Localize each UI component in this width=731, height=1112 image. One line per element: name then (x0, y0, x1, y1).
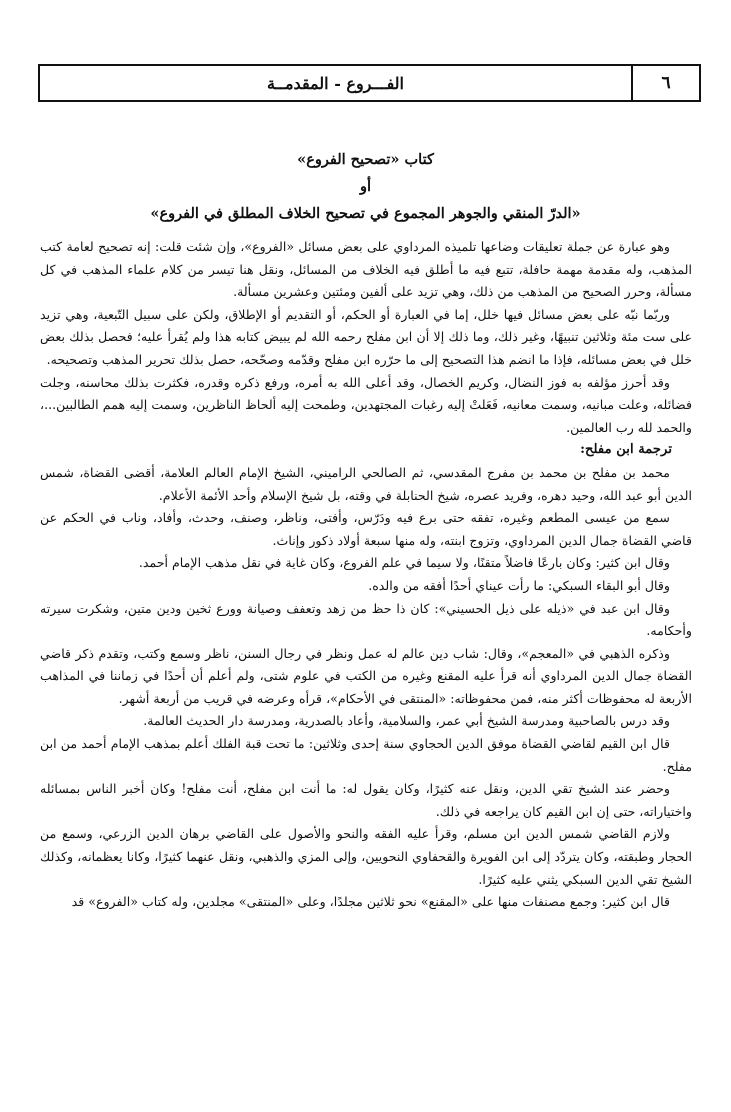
biography-paragraph: وقال أبو البقاء السبكي: ما رأت عيناي أحدًا أفقه من والده. (368, 577, 670, 593)
biography-paragraph: وقد درس بالصاحبية ومدرسة الشيخ أبي عمر، والسلامية، وأعاد بالصدرية، ومدرسة دار الحديث العالمة. (143, 713, 670, 729)
biography-paragraph: وذكره الذهبي في «المعجم»، وقال: شاب دين عالم له عمل ونظر في رجال السنن، ناظر وسمع وكتب، وتقدم ذكر قاضي القضاة جمال الدين المرداوي أنه قرأ عليه المقنع وغيره من الكتب في علوم شتى، ولم أعلم أن أحدًا في زماننا في المذاهب الأربعة له محفوظات أكثر منه، فمن محفوظاته: «المنتقى في الأحكام»، قرأه وعرضه في قريب من أربعة أشهر. (40, 645, 692, 706)
biography-paragraph: ولازم القاضي شمس الدين ابن مسلم، وقرأ عليه الفقه والنحو والأصول على القاضي برهان الدين الزرعي، وسمع من الحجار وطبقته، وكان يتردّد إلى ابن الفويرة والقحفاوي النحويين، وإلى المزي والذهبي، ونقل عنهما كثيرًا، وكانا يعظمانه، وكذلك الشيخ تقي الدين السبكي يثني عليه كثيرًا. (40, 826, 693, 887)
section-title-block (40, 146, 691, 227)
body-text (40, 236, 692, 914)
biography-heading: ترجمة ابن مفلح: (580, 442, 672, 458)
biography-paragraph: محمد بن مفلح بن محمد بن مفرج المقدسي، ثم الصالحي الراميني، الشيخ الإمام العالم العلامة، أقضى القضاة، شمس الدين أبو عبد الله، وحيد دهره، وفريد عصره، شيخ الحنابلة في وقته، بل شيخ الإسلام وأحد الأئمة الأعلام. (40, 464, 692, 503)
page-number: ٦ (631, 66, 699, 100)
biography-paragraph: وحضر عند الشيخ تقي الدين، ونقل عنه كثيرًا، وكان يقول له: ما أنت ابن مفلح، أنت مفلح! وكان أخبر الناس بمسائله واختياراته، حتى إن ابن القيم كان يراجعه في ذلك. (40, 781, 692, 819)
running-title: الفـــروع - المقدمــة (267, 73, 404, 93)
biography-paragraph: قال ابن كثير: وجمع مصنفات منها على «المقنع» نحو ثلاثين مجلدًا، وعلى «المنتقى» مجلدين، وله كتاب «الفروع» قد (71, 894, 670, 910)
biography-paragraph: وقال ابن عبد في «ذيله على ذيل الحسيني»: كان ذا حظ من زهد وتعفف وصيانة وورع ثخين ودين متين، وشكرت سيرته وأحكامه. (40, 600, 692, 639)
section-title-line-2: أو (359, 178, 372, 195)
running-header (38, 64, 701, 102)
section-title-line-3: «الدرّ المنقي والجوهر المجموع في تصحيح الخلاف المطلق في الفروع» (150, 205, 581, 222)
paragraph: وقد أحرز مؤلفه به فوز النضال، وكريم الخصال، وقد أعلى الله به أمره، ورفع ذكره وقدره، فكثرت بذلك محاسنه، وجلت فضائله، وعلت مبانيه، وسمت معانيه، فَعَلتْ إليه رغبات المجتهدين، وطمحت إليه ألحاظ الناظرين، وسمت إليه همم الطالبين...، والحمد لله رب العالمين. (40, 374, 692, 435)
biography-paragraph: سمع من عيسى المطعم وغيره، تفقه حتى برع فيه ودَرّس، وأفتى، وناظر، وصنف، وحدث، وأفاد، وناب في الحكم عن قاضي القضاة جمال الدين المرداوي، وتزوج ابنته، وله منها سبعة أولاد ذكور وإناث. (40, 510, 692, 548)
biography-paragraph: وقال ابن كثير: وكان بارعًا فاضلاً متقنًا، ولا سيما في علم الفروع، وكان غاية في نقل مذهب الإمام أحمد. (138, 555, 670, 571)
section-title-line-1: كتاب «تصحيح الفروع» (297, 151, 434, 168)
paragraph: وهو عبارة عن جملة تعليقات وضاعها تلميذه المرداوي على بعض مسائل «الفروع»، وإن شئت قلت: إنه تصحيح لعامة كتب المذهب، وله مقدمة مهمة حافلة، تتبع فيه ما أطلق فيه الخلاف من المسائل، ونقل هنا تيسر من كلام علماء المذهب في كل مسألة، وحرر الصحيح من المذهب من ذلك، وهي تزيد على ألفين ومئتين وعشرين مسألة. (40, 239, 692, 300)
paragraph: وربّما نبّه على بعض مسائل فيها خلل، إما في العبارة أو الحكم، أو التقديم أو الإطلاق، ولكن على سبيل التّبعية، وهي تزيد على ست مئة وثلاثين تنبيهًا، وغير ذلك، وما ذلك إلا أن ابن مفلح رحمه الله لم يبيض كتابه هذا ولم يُقرأ عليه؛ فحصل بذلك بعض خلل في بعض مسائله، فإذا ما انضم هذا التصحيح إلى ما حرّره ابن مفلح وقدّمه وصحّحه، حصل بذلك تحرير المذهب وتصحيحه. (40, 306, 692, 367)
biography-paragraph: قال ابن القيم لقاضي القضاة موفق الدين الحجاوي سنة إحدى وثلاثين: ما تحت قبة الفلك أعلم بمذهب الإمام أحمد من ابن مفلح. (40, 736, 692, 774)
